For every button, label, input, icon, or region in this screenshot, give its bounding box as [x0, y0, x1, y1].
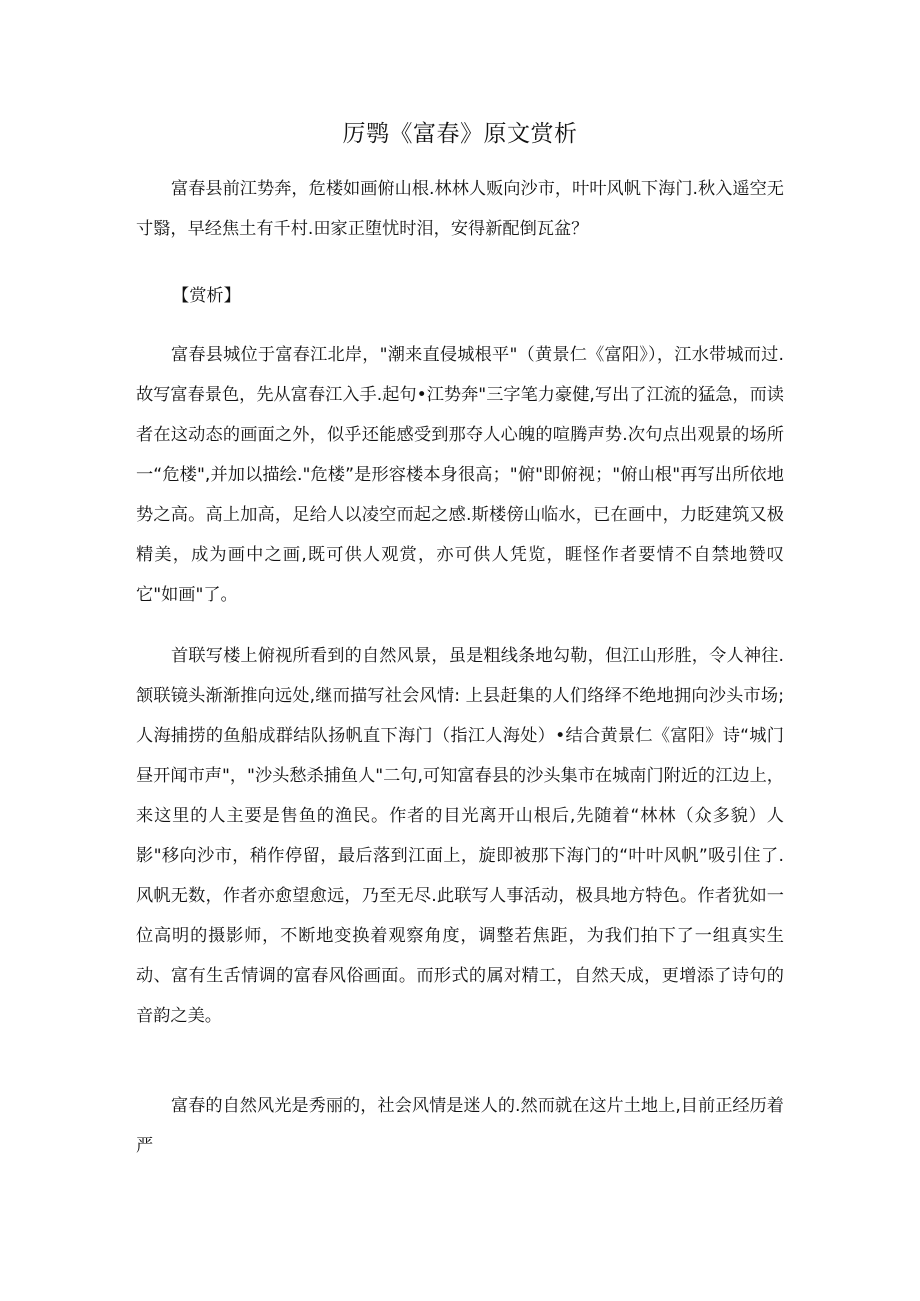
poem-text: 富春县前江势奔，危楼如画俯山根.林林人贩向沙市，叶叶风帆下海门.秋入遥空无寸翳，早经焦土有千村.田家正堕忧时泪，安得新配倒瓦盆？: [136, 179, 784, 239]
section-heading: 【赏析】: [172, 286, 241, 306]
page-title: 厉鹗《富春》原文赏析: [342, 121, 578, 147]
analysis-paragraph-1: 富春县城位于富春江北岸，"潮来直侵城根平"（黄景仁《富阳》），江水带城而过.故写富春景色，先从富春江入手.起句•江势奔"三字笔力豪健,写出了江流的猛急，而读者在这动态的画面之外，似乎还能感受到那夺人心魄的喧腾声势.次句点出观景的场所一“危楼",并加以描绘."危楼”是形容楼本身很高；"俯"即俯视；"俯山根"再写出所依地势之高。高上加高，足给人以凌空而起之感.斯楼傍山临水，已在画中，力眨建筑又极精美，成为画中之画,既可供人观赏，亦可供人凭览，睚怪作者要情不自禁地赞叹它"如画"了。: [136, 345, 784, 605]
analysis-paragraph-2: 首联写楼上俯视所看到的自然风景，虽是粗线条地勾勒，但江山形胜，令人神往.颔联镜头渐渐推向远处,继而描写社会风情: 上县赶集的人们络绎不绝地拥向沙头市场;人海捕捞的鱼船成群结队扬帆直下海门（指江人海处）•结合黄景仁《富阳》诗“城门昼开闻市声"，"沙头愁杀捕鱼人"二句,可知富春县的沙头集市在城南门附近的江边上，来这里的人主要是售鱼的渔民。作者的目光离开山根后,先随着“林林（众多貌）人影"移向沙市，稍作停留，最后落到江面上，旋即被那下海门的“叶叶风帆”吸引住了.风帆无数，作者亦愈望愈远，乃至无尽.此联写人事活动，极具地方特色。作者犹如一位高明的摄影师，不断地变换着观察角度，调整若焦距，为我们拍下了一组真实生动、富有生舌情调的富春风俗画面。而形式的属对精工，自然天成，更增添了诗句的音韵之美。: [136, 646, 784, 1026]
analysis-paragraph-3: 富春的自然风光是秀丽的，社会风情是迷人的.然而就在这片土地上,目前正经历着严: [136, 1096, 784, 1156]
